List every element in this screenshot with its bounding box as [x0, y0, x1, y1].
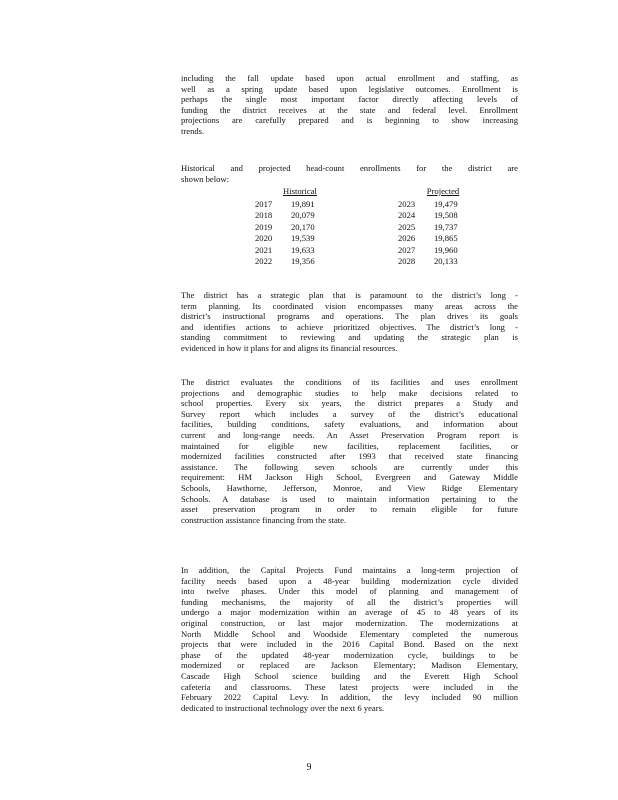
text-line: The district has a strategic plan that is paramount to the district’s long -: [181, 290, 518, 300]
text-line: standing commitment to reviewing and updating the strategic plan is: [181, 332, 518, 343]
year-cell: 2020: [255, 233, 273, 244]
count-cell: 19,539: [291, 233, 315, 244]
text-line: shown below:: [181, 173, 229, 184]
table-row: [255, 233, 345, 244]
text-line: construction assistance financing from the state.: [181, 514, 347, 525]
count-cell: 19,891: [291, 199, 315, 209]
year-cell: 2018: [255, 210, 273, 221]
text-line: funding the district receives at the state and federal level. Enrollment: [181, 104, 518, 115]
count-cell: 20,170: [291, 221, 315, 232]
count-cell: 19,960: [434, 244, 458, 255]
year-cell: 2021: [255, 244, 273, 255]
text-line: asset preservation program in order to remain eligible for future: [181, 504, 518, 515]
text-line: Cascade High School science building and the Everett High School: [181, 670, 518, 681]
count-cell: 19,865: [434, 233, 458, 244]
table-row: [398, 233, 488, 244]
text-line: projects that were included in the 2016 Capital Bond. Based on the next: [181, 639, 518, 650]
text-line: evidenced in how it plans for and aligns its financial resources.: [181, 342, 398, 353]
paragraph-facilities: [181, 377, 518, 525]
text-line: In addition, the Capital Projects Fund maintains a long-term projection of: [181, 565, 518, 575]
paragraph-enrollment-intro: [181, 163, 518, 184]
text-line: well as a spring update based upon legislative outcomes. Enrollment is: [181, 83, 518, 94]
text-line: trends.: [181, 125, 205, 136]
text-line: into twelve phases. Under this model of planning and management of: [181, 586, 518, 597]
enrollment-table: [250, 186, 480, 278]
year-cell: 2022: [255, 255, 273, 266]
text-line: term planning. Its coordinated vision encompasses many areas across the: [181, 300, 518, 311]
year-cell: 2027: [398, 244, 416, 255]
paragraph-capital-projects: [181, 565, 518, 713]
text-line: Survey report which includes a survey of the district’s educational: [181, 408, 518, 419]
table-row: [255, 199, 345, 210]
text-line: and identifies actions to achieve prioritized objectives. The district’s long -: [181, 321, 518, 332]
year-cell: 2025: [398, 221, 416, 232]
text-line: dedicated to instructional technology over the next 6 years.: [181, 702, 385, 713]
text-line: maintained for eligible new facilities, replacement facilities, or: [181, 440, 518, 451]
text-line: school properties. Every six years, the district prepares a Study and: [181, 398, 518, 409]
page-number: 9: [306, 762, 312, 773]
text-line: requirement: HM Jackson High School, Evergreen and Gateway Middle: [181, 472, 518, 483]
table-row: [255, 210, 345, 221]
count-cell: 19,356: [291, 255, 315, 266]
table-row: [398, 210, 488, 221]
table-row: [255, 222, 345, 233]
text-line: February 2022 Capital Levy. In addition, the levy included 90 million: [181, 692, 518, 703]
text-line: current and long-range needs. An Asset Preservation Program report is: [181, 429, 518, 440]
text-line: original construction, or last major modernization. The modernizations at: [181, 617, 518, 628]
year-cell: 2024: [398, 210, 416, 221]
text-line: facility needs based upon a 48-year building modernization cycle divided: [181, 575, 518, 586]
text-line: projections and demographic studies to help make decisions related to: [181, 387, 518, 398]
year-cell: 2017: [255, 199, 273, 209]
year-cell: 2026: [398, 233, 416, 244]
count-cell: 19,633: [291, 244, 315, 255]
count-cell: 19,479: [434, 199, 458, 209]
count-cell: 19,508: [434, 210, 458, 221]
count-cell: 20,079: [291, 210, 315, 221]
year-cell: 2023: [398, 199, 416, 209]
table-row: [398, 256, 488, 267]
text-line: North Middle School and Woodside Elementary completed the numerous: [181, 628, 518, 639]
historical-column: [255, 186, 345, 267]
text-line: perhaps the single most important factor directly affecting levels of: [181, 94, 518, 105]
text-line: Schools, Hawthorne, Jefferson, Monroe, and View Ridge Elementary: [181, 482, 518, 493]
text-line: projections are carefully prepared and is beginning to show increasing: [181, 115, 518, 126]
text-line: assistance. The following seven schools are currently under this: [181, 461, 518, 472]
text-line: undergo a major modernization within an average of 45 to 48 years of its: [181, 607, 518, 618]
text-line: modernized or replaced are Jackson Elementary; Madison Elementary,: [181, 660, 518, 671]
year-cell: 2028: [398, 255, 416, 266]
count-cell: 20,133: [434, 255, 458, 266]
text-line: Schools. A database is used to maintain information pertaining to the: [181, 493, 518, 504]
text-line: facilities, building conditions, safety evaluations, and information about: [181, 419, 518, 430]
text-line: including the fall update based upon actual enrollment and staffing, as: [181, 73, 518, 83]
text-line: The district evaluates the conditions of its facilities and uses enrollment: [181, 377, 518, 387]
paragraph-enrollment-updates: [181, 73, 518, 137]
table-row: [398, 199, 488, 210]
projected-column: [398, 186, 488, 267]
table-row: [255, 245, 345, 256]
historical-header: Historical: [283, 186, 317, 196]
text-line: Historical and projected head-count enrollments for the district are: [181, 163, 518, 173]
text-line: phase of the updated 48-year modernization cycle, buildings to be: [181, 649, 518, 660]
table-row: [398, 245, 488, 256]
count-cell: 19,737: [434, 221, 458, 232]
year-cell: 2019: [255, 221, 273, 232]
text-line: district’s instructional programs and operations. The plan drives its goals: [181, 311, 518, 322]
table-row: [398, 222, 488, 233]
text-line: funding mechanisms, the majority of all the district’s properties will: [181, 596, 518, 607]
paragraph-strategic-plan: [181, 290, 518, 354]
text-line: modernized facilities constructed after 1993 that received state financing: [181, 451, 518, 462]
text-line: cafeteria and classrooms. These latest projects were included in the: [181, 681, 518, 692]
table-row: [255, 256, 345, 267]
projected-header: Projected: [426, 186, 460, 196]
